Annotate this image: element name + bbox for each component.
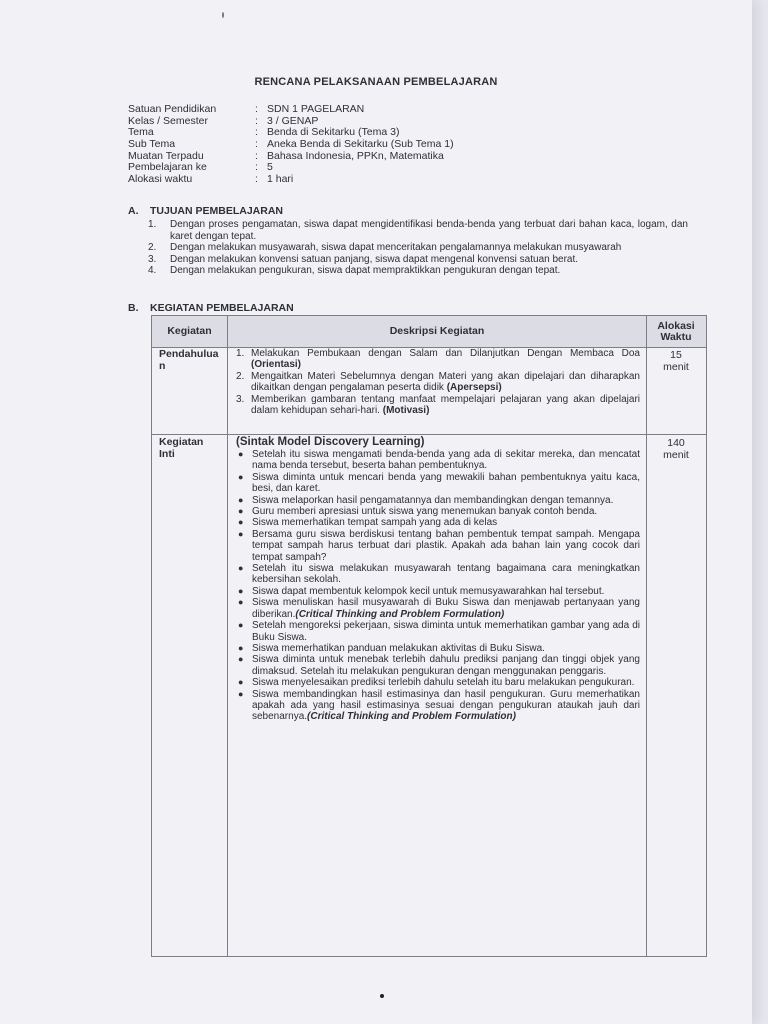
identity-label: Pembelajaran ke [128,161,207,174]
identity-value: 1 hari [267,173,294,186]
header-time: Alokasi Waktu [657,319,695,343]
core-bullet [236,689,640,723]
item-tag: (Apersepsi) [446,382,502,394]
item-number: 2. [236,370,245,382]
section-b-heading [128,302,294,314]
core-bullet [236,449,640,472]
item-tag: (Orientasi) [251,359,302,371]
core-bullet [236,506,640,517]
core-heading: (Sintak Model Discovery Learning) [236,436,425,448]
identity-value: Benda di Sekitarku (Tema 3) [267,126,400,139]
bullet-dot: ● [238,654,244,665]
identity-value: Bahasa Indonesia, PPKn, Matematika [267,149,444,162]
section-letter: B. [128,302,139,314]
goal-text: Dengan melakukan konvensi satuan panjang, siswa dapat mengenal konvensi satuan berat. [170,253,579,265]
identity-label: Alokasi waktu [128,173,193,186]
section-title: KEGIATAN PEMBELAJARAN [150,302,294,314]
goal-number: 3. [148,253,157,265]
bullet-tag: (Critical Thinking and Problem Formulation) [295,608,505,620]
core-bullet [236,620,640,643]
core-time: 140 menit [663,437,689,461]
core-bullet [236,529,640,563]
core-bullet [236,517,640,528]
identity-value: 5 [267,161,273,174]
bullet-text: Setelah mengoreksi pekerjaan, siswa diminta untuk memerhatikan gambar yang ada di Buku Siswa. [252,620,640,643]
intro-description [236,348,640,416]
core-bullet [236,643,640,654]
goal-number: 2. [148,242,157,254]
intro-phase-label: Pendahuluan [159,348,219,372]
goal-item [148,219,688,242]
document-title: RENCANA PELAKSANAAN PEMBELAJARAN [254,76,498,88]
item-number: 1. [236,348,245,359]
identity-value: Aneka Benda di Sekitarku (Sub Tema 1) [267,138,454,151]
core-description [236,436,640,723]
bullet-dot: ● [238,506,244,517]
bullet-dot: ● [238,677,244,688]
intro-time: 15 menit [663,349,689,373]
bullet-tag: (Critical Thinking and Problem Formulation) [307,711,516,723]
bullet-text: Siswa diminta untuk mencari benda yang mewakili bahan pembentuknya yaitu kaca, besi, dan karet. [252,471,640,495]
identity-label: Satuan Pendidikan [128,103,217,115]
colon: : [255,103,258,115]
item-text [251,371,640,394]
bullet-text: Guru memberi apresiasi untuk siswa yang menemukan banyak contoh benda. [252,506,598,518]
colon: : [255,138,258,151]
core-bullet [236,586,640,597]
bullet-body: Siswa membandingkan hasil estimasinya dan hasil pengukuran. Guru memerhatikan apakah ada yang hasil estimasinya sesuai dengan pengukuran ataukah jauh dari sebenarnya. [252,688,640,723]
paper-speck [222,12,224,18]
bullet-dot: ● [238,449,244,459]
goal-number: 1. [148,219,157,230]
goal-text: Dengan melakukan pengukuran, siswa dapat mempraktikkan pengukuran dengan tepat. [170,265,561,277]
bullet-text: Siswa melaporkan hasil pengamatannya dan membandingkan dengan temannya. [252,494,614,506]
identity-label: Sub Tema [128,138,176,151]
section-a-heading [128,205,283,217]
bullet-dot: ● [238,688,244,699]
bullet-dot: ● [238,563,244,574]
identity-value: 3 / GENAP [267,114,319,127]
identity-value: SDN 1 PAGELARAN [267,103,365,115]
core-bullet [236,472,640,495]
goal-text: Dengan melakukan musyawarah, siswa dapat menceritakan pengalamannya melakukan musyawarah [170,242,622,254]
table-header [152,316,706,348]
colon: : [255,126,258,139]
core-phase-label: Kegiatan Inti [159,436,204,460]
colon: : [255,173,258,186]
bullet-dot: ● [238,517,244,528]
intro-item [236,394,640,417]
section-title: TUJUAN PEMBELAJARAN [150,205,284,217]
goals-list [148,219,688,277]
identity-label: Muatan Terpadu [128,149,204,162]
bullet-dot: ● [238,597,244,608]
bullet-dot: ● [238,620,244,631]
activities-table [151,315,707,957]
intro-item [236,348,640,371]
identity-block [128,104,454,186]
identity-label: Kelas / Semester [128,114,208,127]
column-divider [227,316,228,956]
header-activity: Kegiatan [167,325,212,337]
item-text [251,348,640,371]
bullet-text: Setelah itu siswa melakukan musyawarah tentang bagaimana cara meningkatkan kebersihan sekolah. [252,563,640,586]
bullet-text [252,689,640,723]
colon: : [255,149,258,162]
section-letter: A. [128,205,139,217]
column-divider [646,316,647,956]
core-bullet [236,495,640,506]
item-number: 3. [236,393,245,405]
bullet-text: Siswa menyelesaikan prediksi terlebih dahulu setelah itu baru melakukan pengukuran. [252,677,635,689]
bullet-dot: ● [238,642,244,653]
bullet-text: Siswa diminta untuk menebak terlebih dahulu prediksi panjang dan tinggi objek yang dimaksud. Setelah itu melakukan pengukuran dengan menggunakan penggaris. [252,654,640,677]
goal-item [148,265,688,277]
bullet-text: Siswa memerhatikan panduan melakukan aktivitas di Buku Siswa. [252,642,545,654]
goal-number: 4. [148,265,157,277]
colon: : [255,114,258,127]
core-bullet [236,597,640,620]
bullet-text [252,597,640,620]
bullet-text: Bersama guru siswa berdiskusi tentang bahan pembentuk tempat sampah. Mengapa tempat sampah harus terbuat dari plastik. Apakah ada bahan lain yang cocok dari tempat sampah? [252,528,640,563]
bullet-dot: ● [238,585,244,596]
bullet-text: Siswa dapat membentuk kelompok kecil untuk memusyawarahkan hal tersebut. [252,585,605,597]
identity-row [128,174,454,186]
bullet-dot: ● [238,494,244,505]
goal-text: Dengan proses pengamatan, siswa dapat mengidentifikasi benda-benda yang terbuat dari bahan kaca, logam, dan karet dengan tepat. [170,219,688,242]
bullet-dot: ● [238,528,244,539]
goal-item [148,242,688,254]
intro-item [236,371,640,394]
bullet-dot: ● [238,471,244,482]
item-body: Mengaitkan Materi Sebelumnya dengan Materi yang akan dipelajari dan diharapkan dikaitkan dengan pengalaman peserta didik [251,370,640,394]
header-description: Deskripsi Kegiatan [389,325,485,337]
bullet-text: Setelah itu siswa mengamati benda-benda yang ada di sekitar mereka, dan mencatat nama benda tersebut, beserta bahan pembentuknya. [252,449,640,472]
goal-item [148,254,688,266]
bullet-body: Siswa menuliskan hasil musyawarah di Buku Siswa dan menjawab pertanyaan yang diberikan. [252,597,640,620]
row-divider [152,434,706,435]
identity-label: Tema [128,126,154,139]
core-bullet [236,654,640,677]
core-bullet [236,677,640,688]
item-text [251,394,640,417]
colon: : [255,161,258,174]
core-bullet [236,563,640,586]
item-tag: (Motivasi) [382,405,430,417]
item-body: Melakukan Pembukaan dengan Salam dan Dilanjutkan Dengan Membaca Doa [251,348,640,359]
paper-speck [380,994,384,998]
item-body: Memberikan gambaran tentang manfaat mempelajari pelajaran yang akan dipelajari dalam kehidupan sehari-hari. [251,393,640,417]
bullet-text: Siswa memerhatikan tempat sampah yang ada di kelas [252,517,498,529]
